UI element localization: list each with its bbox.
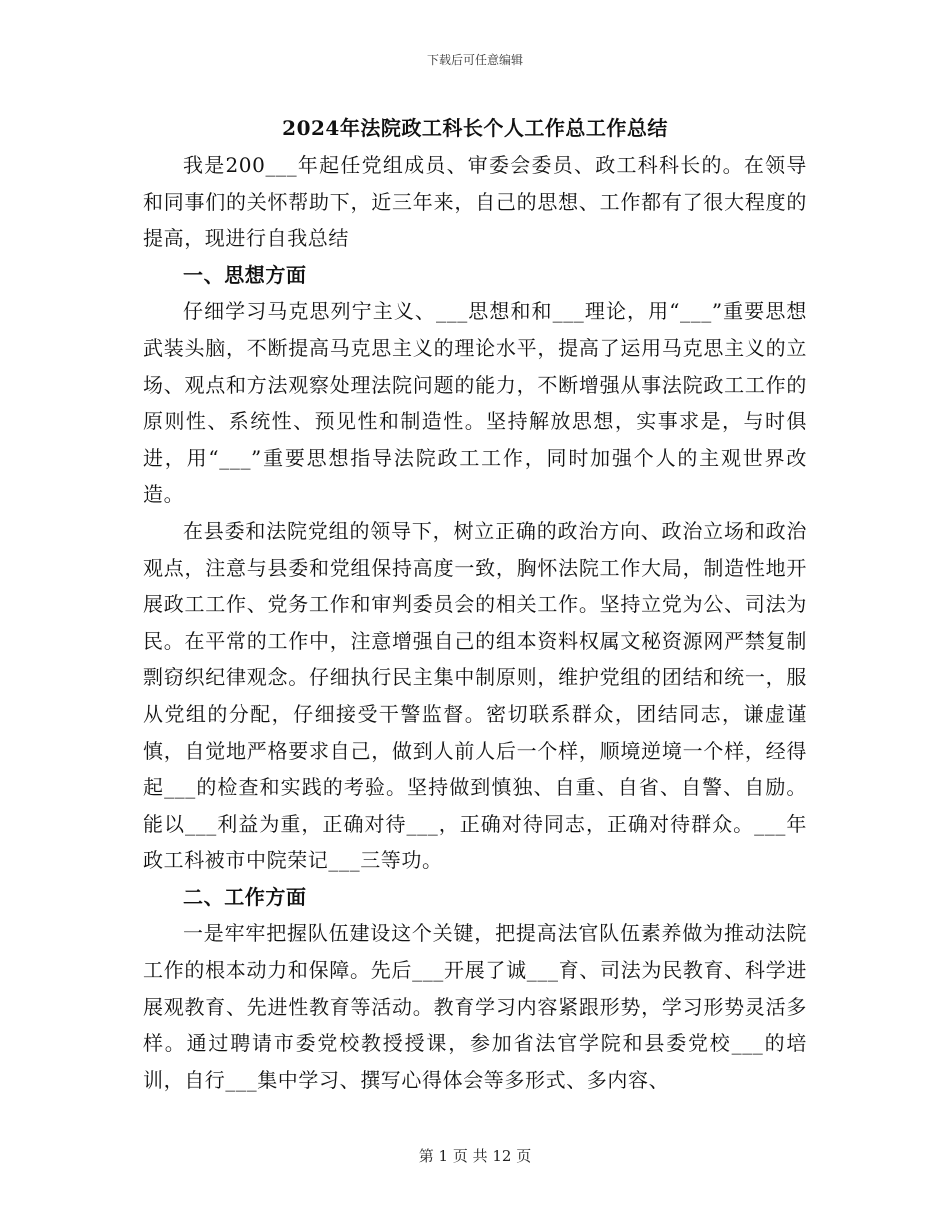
document-body xyxy=(143,147,807,1098)
body-paragraph: 在县委和法院党组的领导下，树立正确的政治方向、政治立场和政治观点，注意与县委和党组保持高度一致，胸怀法院工作大局，制造性地开展政工工作、党务工作和审判委员会的相关工作。坚持立党为公、司法为民。在平常的工作中，注意增强自己的组本资料权属文秘资源网严禁复制剽窃织纪律观念。仔细执行民主集中制原则，维护党组的团结和统一，服从党组的分配，仔细接受干警监督。密切联系群众，团结同志，谦虚谨慎，自觉地严格要求自己，做到人前人后一个样，顺境逆境一个样，经得起___的检查和实践的考验。坚持做到慎独、自重、自省、自警、自励。能以___利益为重，正确对待___，正确对待同志，正确对待群众。___年政工科被市中院荣记___三等功。 xyxy=(143,518,807,873)
body-paragraph: 一是牢牢把握队伍建设这个关键，把提高法官队伍素养做为推动法院工作的根本动力和保障。先后___开展了诚___育、司法为民教育、科学进展观教育、先进性教育等活动。教育学习内容紧跟形势，学习形势灵活多样。通过聘请市委党校教授授课，参加省法官学院和县委党校___的培训，自行___集中学习、撰写心得体会等多形式、多内容、 xyxy=(143,921,807,1092)
section-heading-work: 二、工作方面 xyxy=(183,884,307,909)
intro-paragraph: 我是200___年起任党组成员、审委会委员、政工科科长的。在领导和同事们的关怀帮助下，近三年来，自己的思想、工作都有了很大程度的提高，现进行自我总结 xyxy=(143,153,807,251)
document-title: 2024年法院政工科长个人工作总工作总结 xyxy=(282,116,668,140)
page-number-footer: 第 1 页 共 12 页 xyxy=(418,1147,532,1165)
section-heading-thought: 一、思想方面 xyxy=(183,262,307,287)
page-header-note: 下载后可任意编辑 xyxy=(426,53,523,67)
body-paragraph: 仔细学习马克思列宁主义、___思想和和___理论，用“___”重要思想武装头脑，不断提高马克思主义的理论水平，提高了运用马克思主义的立场、观点和方法观察处理法院问题的能力，不断增强从事法院政工工作的原则性、系统性、预见性和制造性。坚持解放思想，实事求是，与时俱进，用“___”重要思想指导法院政工工作，同时加强个人的主观世界改造。 xyxy=(143,299,807,507)
